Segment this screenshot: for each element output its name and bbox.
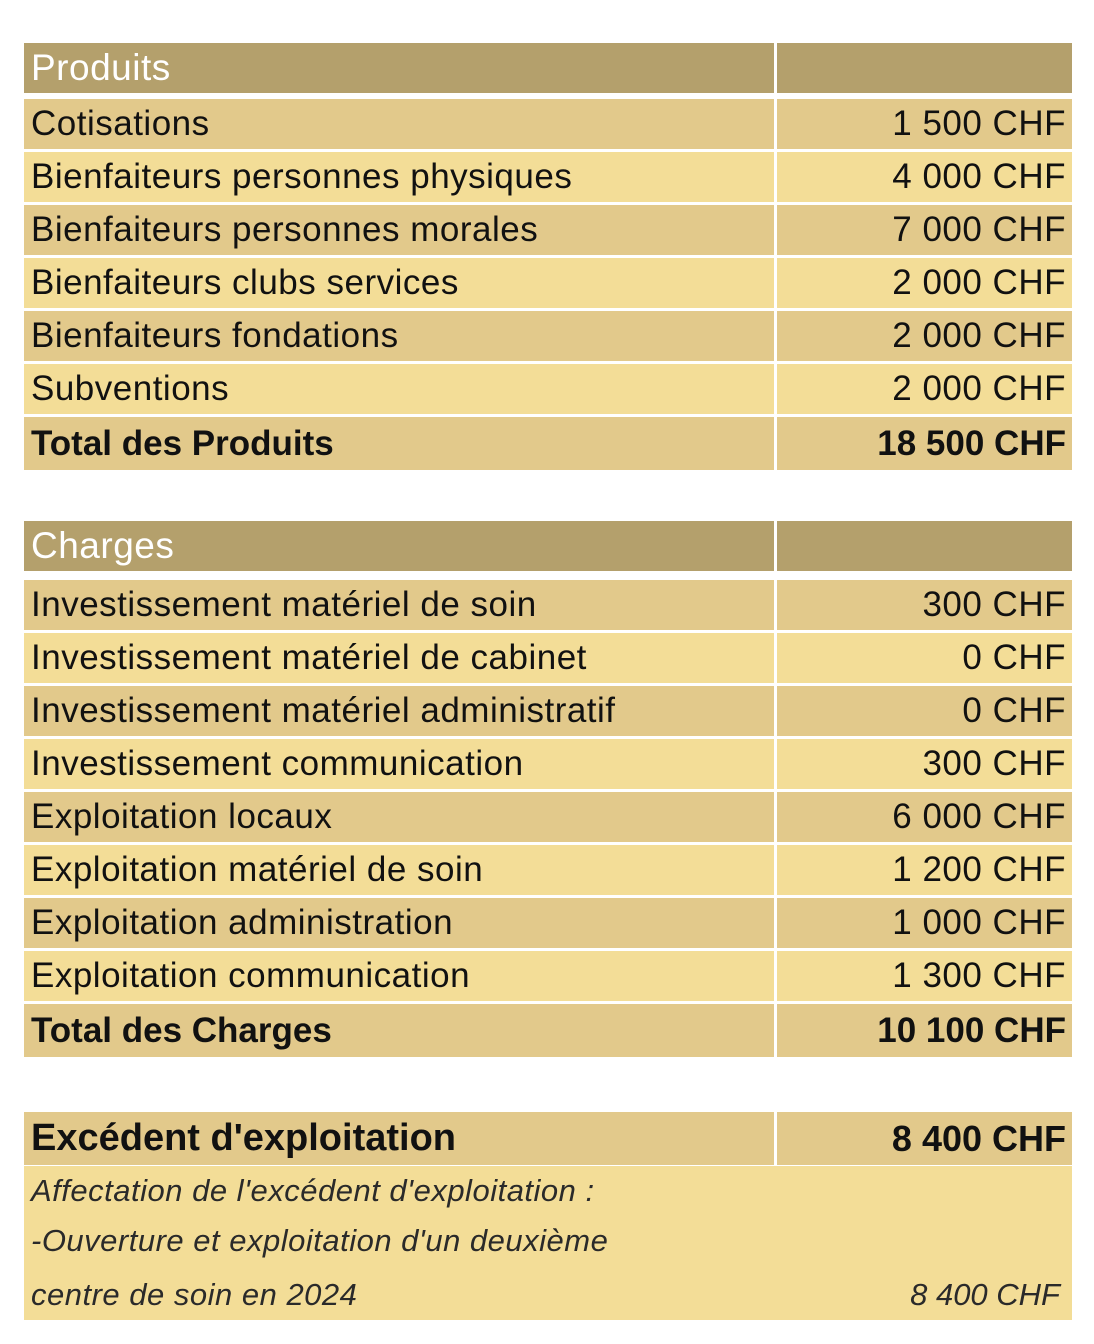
table-row: [24, 99, 1072, 152]
table-row: [24, 845, 1072, 898]
table-row: [24, 792, 1072, 845]
row-amount: 2 000 CHF: [892, 369, 1066, 408]
charges-total-row: [24, 1004, 1072, 1057]
row-amount: 6 000 CHF: [892, 797, 1066, 836]
row-label: Investissement matériel administratif: [24, 686, 777, 736]
table-row: [24, 633, 1072, 686]
row-label: Investissement communication: [24, 739, 777, 789]
row-label: Exploitation matériel de soin: [24, 845, 777, 895]
charges-table: [24, 521, 1072, 1057]
produits-total-label: Total des Produits: [24, 417, 777, 470]
charges-header: Charges: [24, 521, 777, 571]
row-label: Subventions: [24, 364, 777, 414]
produits-header-row: [24, 43, 1072, 96]
produits-total-row: [24, 417, 1072, 470]
row-amount: 300 CHF: [922, 744, 1066, 783]
table-row: [24, 739, 1072, 792]
row-amount: 1 500 CHF: [892, 104, 1066, 143]
row-amount: 1 300 CHF: [892, 956, 1066, 995]
produits-total-amount: 18 500 CHF: [877, 423, 1066, 463]
row-amount: 1 200 CHF: [892, 850, 1066, 889]
excedent-allocation-note: [24, 1166, 1072, 1320]
table-row: [24, 152, 1072, 205]
row-label: Investissement matériel de soin: [24, 580, 777, 630]
row-label: Exploitation communication: [24, 951, 777, 1001]
row-label: Bienfaiteurs clubs services: [24, 258, 777, 308]
table-row: [24, 580, 1072, 633]
note-line-1: Affectation de l'excédent d'exploitation :: [31, 1173, 595, 1208]
produits-header: Produits: [24, 43, 777, 93]
row-label: Bienfaiteurs personnes morales: [24, 205, 777, 255]
charges-header-row: [24, 521, 1072, 574]
row-amount: 7 000 CHF: [892, 210, 1066, 249]
row-amount: 2 000 CHF: [892, 263, 1066, 302]
table-row: [24, 898, 1072, 951]
produits-table: [24, 43, 1072, 470]
note-line-3: centre de soin en 2024: [31, 1277, 358, 1312]
table-row: [24, 686, 1072, 739]
row-label: Exploitation locaux: [24, 792, 777, 842]
row-amount: 0 CHF: [962, 691, 1066, 730]
row-label: Bienfaiteurs personnes physiques: [24, 152, 777, 202]
row-label: Cotisations: [24, 99, 777, 149]
table-row: [24, 364, 1072, 417]
row-amount: 1 000 CHF: [892, 903, 1066, 942]
excedent-row: [24, 1112, 1072, 1165]
table-row: [24, 205, 1072, 258]
row-amount: 2 000 CHF: [892, 316, 1066, 355]
table-row: [24, 951, 1072, 1004]
row-label: Exploitation administration: [24, 898, 777, 948]
row-amount: 300 CHF: [922, 585, 1066, 624]
charges-total-amount: 10 100 CHF: [877, 1010, 1066, 1050]
row-label: Bienfaiteurs fondations: [24, 311, 777, 361]
table-row: [24, 311, 1072, 364]
row-amount: 4 000 CHF: [892, 157, 1066, 196]
excedent-label: Excédent d'exploitation: [24, 1112, 777, 1165]
excedent-table: [24, 1112, 1072, 1165]
note-amount: 8 400 CHF: [910, 1277, 1060, 1312]
note-line-2: -Ouverture et exploitation d'un deuxième: [31, 1223, 609, 1258]
charges-total-label: Total des Charges: [24, 1004, 777, 1057]
charges-header-amount-cell: [777, 521, 1072, 571]
row-amount: 0 CHF: [962, 638, 1066, 677]
excedent-amount: 8 400 CHF: [891, 1117, 1066, 1159]
row-label: Investissement matériel de cabinet: [24, 633, 777, 683]
table-row: [24, 258, 1072, 311]
produits-header-amount-cell: [777, 43, 1072, 93]
